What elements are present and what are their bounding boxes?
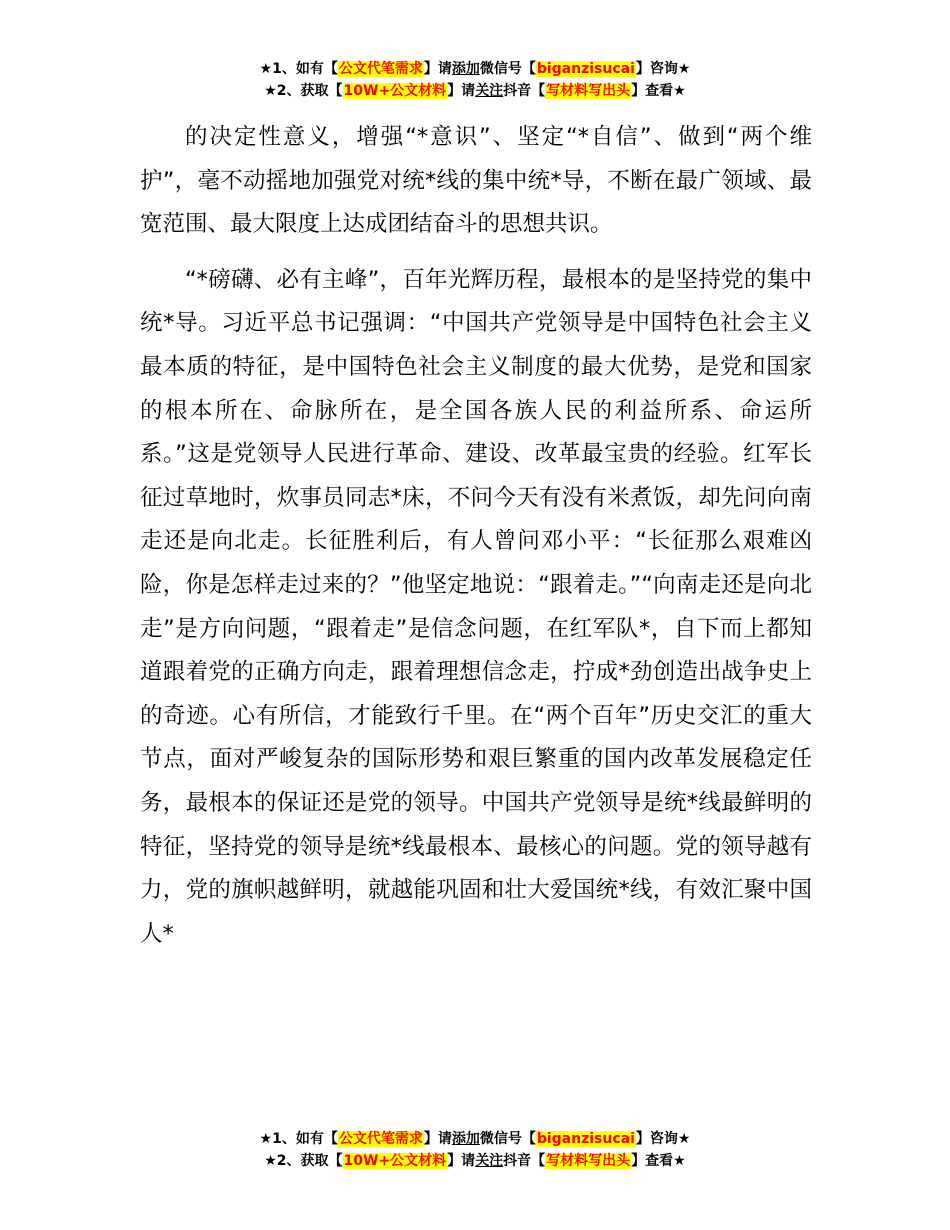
banner-line-2 bbox=[0, 1150, 950, 1172]
banner-text: 】请 bbox=[447, 1153, 476, 1169]
banner-line-1 bbox=[0, 58, 950, 80]
banner-highlight: biganzisucai bbox=[536, 61, 635, 77]
banner-underlined-text: 添加 bbox=[451, 61, 480, 77]
banner-highlight: 公文代笔需求 bbox=[338, 1131, 423, 1147]
banner-line-1 bbox=[0, 1128, 950, 1150]
banner-highlight: 公文代笔需求 bbox=[338, 61, 423, 77]
banner-highlight: 10W+公文材料 bbox=[343, 83, 447, 99]
banner-text: ★2、获取【 bbox=[264, 1153, 343, 1169]
banner-line-2 bbox=[0, 80, 950, 102]
document-body bbox=[140, 116, 812, 956]
banner-highlight: biganzisucai bbox=[536, 1131, 635, 1147]
banner-underlined-text: 关注 bbox=[475, 83, 504, 99]
header-banner bbox=[0, 58, 950, 102]
banner-text: 】请 bbox=[423, 1131, 452, 1147]
footer-banner bbox=[0, 1128, 950, 1172]
banner-text: ★1、如有【 bbox=[259, 61, 338, 77]
banner-underlined-text: 关注 bbox=[475, 1153, 504, 1169]
paragraph-1: 的决定性意义，增强“*意识”、坚定“*自信”、做到“两个维护”，毫不动摇地加强党对统*线的集中统*导，不断在最广领域、最宽范围、最大限度上达成团结奋斗的思想共识。 bbox=[140, 124, 812, 238]
banner-text: 微信号【 bbox=[479, 1131, 536, 1147]
banner-text: ★2、获取【 bbox=[264, 83, 343, 99]
banner-text: 】咨询★ bbox=[635, 1131, 691, 1147]
banner-highlight: 10W+公文材料 bbox=[343, 1153, 447, 1169]
banner-underlined-text: 添加 bbox=[451, 1131, 480, 1147]
banner-text: 】查看★ bbox=[631, 1153, 686, 1169]
banner-text: ★1、如有【 bbox=[259, 1131, 338, 1147]
banner-highlight: 写材料写出头 bbox=[546, 83, 631, 99]
banner-text: 抖音【 bbox=[503, 1153, 546, 1169]
banner-highlight: 写材料写出头 bbox=[546, 1153, 631, 1169]
banner-text: 】查看★ bbox=[631, 83, 686, 99]
banner-text: 】咨询★ bbox=[635, 61, 691, 77]
banner-text: 】请 bbox=[447, 83, 476, 99]
banner-text: 微信号【 bbox=[479, 61, 536, 77]
banner-text: 】请 bbox=[423, 61, 452, 77]
banner-text: 抖音【 bbox=[503, 83, 546, 99]
paragraph-2: “*磅礴、必有主峰”，百年光辉历程，最根本的是坚持党的集中统*导。习近平总书记强调：“中国共产党领导是中国特色社会主义最本质的特征，是中国特色社会主义制度的最大优势，是党和国家的根本所在、命脉所在，是全国各族人民的利益所系、命运所系。”这是党领导人民进行革命、建设、改革最宝贵的经验。红军长征过草地时，炊事员同志*床，不问今天有没有米煮饭，却先问向南走还是向北走。长征胜利后，有人曾问邓小平：“长征那么艰难凶险，你是怎样走过来的？”他坚定地说：“跟着走。”“向南走还是向北走”是方向问题，“跟着走”是信念问题，在红军队*，自下而上都知道跟着党的正确方向走，跟着理想信念走，拧成*劲创造出战争史上的奇迹。心有所信，才能致行千里。在“两个百年”历史交汇的重大节点，面对严峻复杂的国际形势和艰巨繁重的国内改革发展稳定任务，最根本的保证还是党的领导。中国共产党领导是统*线最鲜明的特征，坚持党的领导是统*线最根本、最核心的问题。党的领导越有力，党的旗帜越鲜明，就越能巩固和壮大爱国统*线，有效汇聚中国人* bbox=[140, 266, 812, 947]
